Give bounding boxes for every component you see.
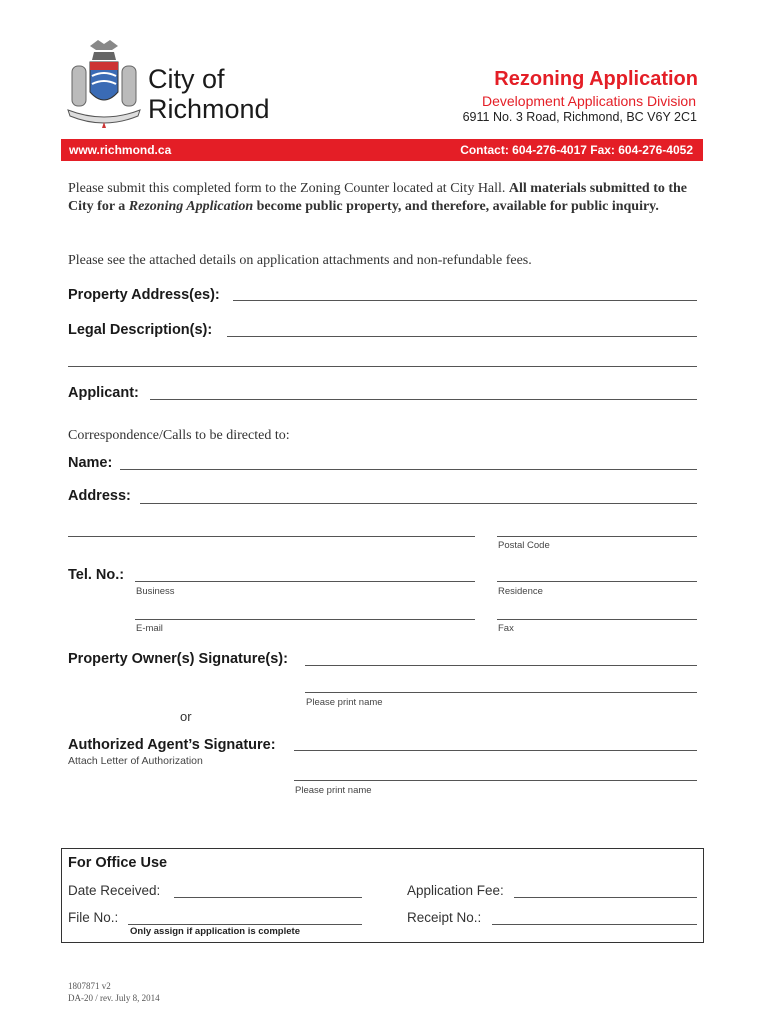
attach-letter-label: Attach Letter of Authorization: [68, 755, 203, 767]
city-of-richmond-wordmark: [148, 64, 270, 124]
office-use-box: [61, 848, 704, 943]
receipt-no-label: Receipt No.:: [407, 910, 482, 925]
postal-code-label: Postal Code: [498, 540, 550, 551]
agent-print-name-label: Please print name: [295, 785, 372, 796]
property-address-input[interactable]: [233, 300, 697, 301]
tel-label: Tel. No.:: [68, 567, 125, 583]
name-label: Name:: [68, 455, 113, 471]
applicant-label: Applicant:: [68, 385, 139, 401]
residence-phone-input[interactable]: [497, 581, 697, 582]
application-fee-input[interactable]: [514, 897, 697, 898]
address-input-2[interactable]: [68, 536, 475, 537]
residence-label: Residence: [498, 586, 543, 597]
email-input[interactable]: [135, 619, 475, 620]
email-label: E-mail: [136, 623, 163, 634]
city-line-2: Richmond: [148, 94, 270, 124]
owner-print-name-input[interactable]: [305, 692, 697, 693]
fax-label: Fax: [498, 623, 514, 634]
city-hall-address: 6911 No. 3 Road, Richmond, BC V6Y 2C1: [462, 110, 697, 124]
contact-info: Contact: 604-276-4017 Fax: 604-276-4052: [460, 143, 693, 157]
revision: DA-20 / rev. July 8, 2014: [68, 993, 160, 1003]
legal-description-input[interactable]: [227, 336, 697, 337]
intro-paragraph: [68, 180, 704, 216]
postal-code-input[interactable]: [497, 536, 697, 537]
division-name: Development Applications Division: [482, 93, 696, 109]
application-fee-label: Application Fee:: [407, 883, 504, 898]
website-link[interactable]: www.richmond.ca: [69, 143, 172, 157]
property-address-label: Property Address(es):: [68, 287, 220, 303]
agent-signature-label: Authorized Agent’s Signature:: [68, 737, 276, 753]
contact-bar: [61, 139, 703, 161]
city-crest-logo: [64, 38, 144, 130]
address-input[interactable]: [140, 503, 697, 504]
agent-print-name-input[interactable]: [294, 780, 697, 781]
file-no-label: File No.:: [68, 910, 119, 925]
fees-note: Please see the attached details on application attachments and non-refundable fees.: [68, 253, 532, 268]
intro-text: Please submit this completed form to the Zoning Counter located at City Hall.: [68, 181, 509, 196]
city-line-1: City of: [148, 64, 225, 94]
doc-id: 1807871 v2: [68, 981, 111, 991]
legal-description-input-2[interactable]: [68, 366, 697, 367]
date-received-input[interactable]: [174, 897, 362, 898]
file-no-input[interactable]: [128, 924, 362, 925]
file-no-note: Only assign if application is complete: [130, 926, 300, 937]
or-label: or: [180, 709, 192, 724]
document-footer: [68, 980, 160, 1004]
business-label: Business: [136, 586, 175, 597]
correspondence-note: Correspondence/Calls to be directed to:: [68, 428, 290, 443]
fax-input[interactable]: [497, 619, 697, 620]
intro-bold-2: become public property, and therefore, available for public inquiry.: [253, 199, 659, 214]
owner-signature-label: Property Owner(s) Signature(s):: [68, 651, 288, 667]
intro-bold-1: All materials submitted to the City for a: [68, 181, 688, 214]
office-use-title: For Office Use: [68, 855, 168, 871]
agent-signature-input[interactable]: [294, 750, 697, 751]
applicant-input[interactable]: [150, 399, 697, 400]
owner-signature-input[interactable]: [305, 665, 697, 666]
business-phone-input[interactable]: [135, 581, 475, 582]
address-label: Address:: [68, 488, 131, 504]
name-input[interactable]: [120, 469, 697, 470]
date-received-label: Date Received:: [68, 883, 161, 898]
owner-print-name-label: Please print name: [306, 697, 383, 708]
intro-bold-italic: Rezoning Application: [128, 199, 254, 214]
legal-description-label: Legal Description(s):: [68, 322, 213, 338]
receipt-no-input[interactable]: [492, 924, 697, 925]
form-title: Rezoning Application: [494, 68, 698, 90]
